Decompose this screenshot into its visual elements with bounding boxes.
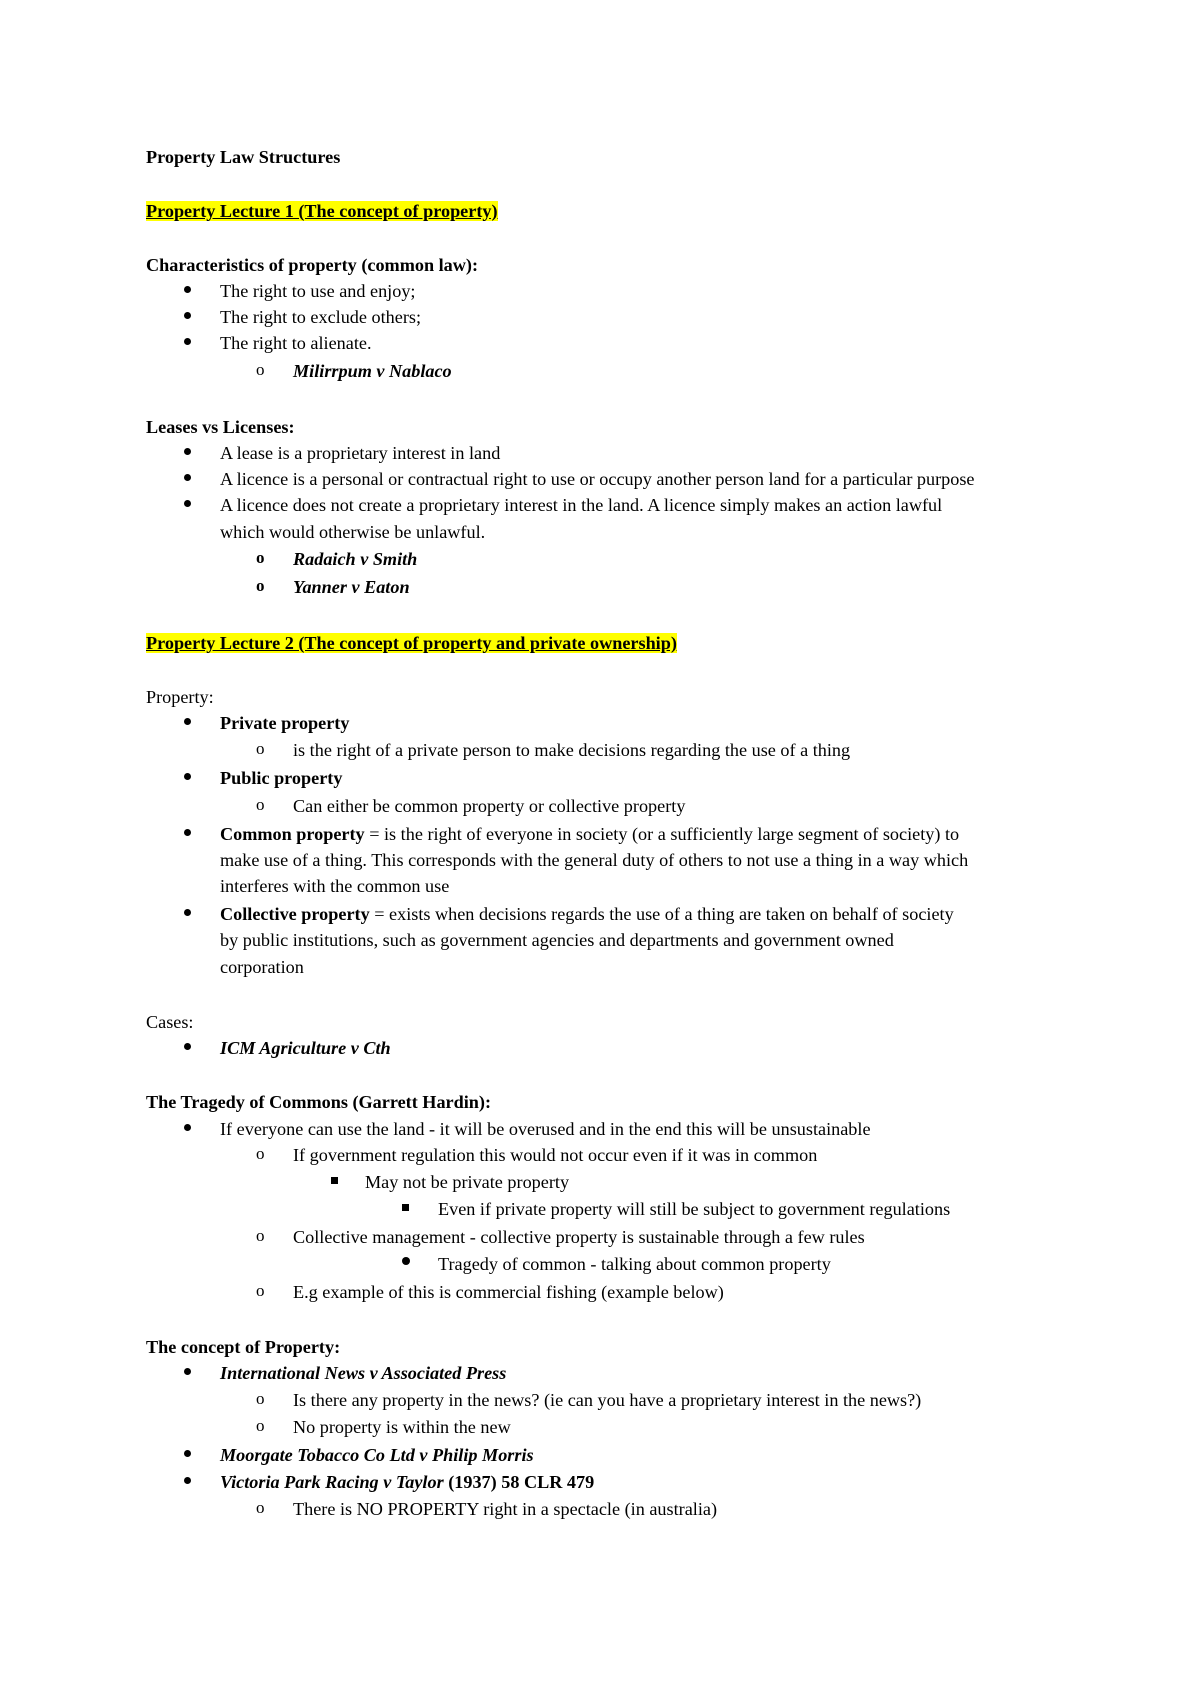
bullet-icon: [184, 286, 191, 293]
collective-property-continued: by public institutions, such as government agencies and departments and government owned: [220, 930, 894, 950]
tragedy-heading: The Tragedy of Commons (Garrett Hardin):: [146, 1092, 492, 1112]
circle-bullet-icon: o: [256, 576, 265, 595]
characteristic-item: The right to exclude others;: [220, 307, 422, 327]
common-property-label: Common property: [220, 824, 365, 844]
case-name: Victoria Park Racing v Taylor: [220, 1472, 444, 1492]
public-property-label: Public property: [220, 768, 343, 788]
characteristic-item: The right to use and enjoy;: [220, 281, 416, 301]
circle-bullet-icon: o: [256, 548, 265, 567]
case-name: Radaich v Smith: [293, 549, 418, 569]
bullet-icon: [184, 338, 191, 345]
circle-bullet-icon: o: [256, 1226, 265, 1245]
characteristic-item: The right to alienate.: [220, 333, 372, 353]
case-name: Yanner v Eaton: [293, 577, 410, 597]
bullet-icon: [184, 1043, 191, 1050]
bullet-icon: [184, 829, 191, 836]
bullet-icon: [402, 1257, 410, 1265]
bullet-icon: [184, 1368, 191, 1375]
circle-bullet-icon: o: [256, 1144, 265, 1163]
case-name: International News v Associated Press: [220, 1363, 507, 1383]
case-name: Milirrpum v Nablaco: [293, 361, 452, 381]
tragedy-sub-sub-sub-item: Even if private property will still be subject to government regulations: [438, 1199, 951, 1219]
bullet-icon: [184, 1477, 191, 1484]
collective-property-item: [220, 904, 954, 924]
bullet-icon: [184, 1124, 191, 1131]
bullet-icon: [184, 312, 191, 319]
lease-item: A licence does not create a proprietary interest in the land. A licence simply makes an action lawful: [220, 495, 943, 515]
document-title: Property Law Structures: [146, 147, 341, 167]
circle-bullet-icon: o: [256, 739, 265, 758]
common-property-text: = is the right of everyone in society (or a sufficiently large segment of society) to: [364, 824, 960, 844]
characteristics-heading: Characteristics of property (common law):: [146, 255, 479, 275]
circle-bullet-icon: o: [256, 1416, 265, 1435]
bullet-icon: [184, 773, 191, 780]
square-bullet-icon: [331, 1177, 338, 1184]
bullet-icon: [184, 909, 191, 916]
bullet-icon: [184, 500, 191, 507]
circle-bullet-icon: o: [256, 1281, 265, 1300]
tragedy-sub-item: Collective management - collective property is sustainable through a few rules: [293, 1227, 865, 1247]
circle-bullet-icon: o: [256, 360, 265, 379]
collective-property-text: = exists when decisions regards the use of a thing are taken on behalf of society: [369, 904, 954, 924]
common-property-continued: interferes with the common use: [220, 876, 450, 896]
leases-heading: Leases vs Licenses:: [146, 417, 295, 437]
tragedy-sub-sub-item: May not be private property: [365, 1172, 570, 1192]
circle-bullet-icon: o: [256, 1389, 265, 1408]
public-property-sub: Can either be common property or collective property: [293, 796, 686, 816]
case-citation: (1937) 58 CLR 479: [443, 1472, 595, 1492]
bullet-icon: [184, 718, 191, 725]
common-property-item: [220, 824, 959, 844]
case-sub-item: There is NO PROPERTY right in a spectacle (in australia): [293, 1499, 718, 1519]
case-with-citation: [220, 1472, 594, 1492]
private-property-label: Private property: [220, 713, 350, 733]
private-property-sub: is the right of a private person to make decisions regarding the use of a thing: [293, 740, 851, 760]
lecture-1-heading: Property Lecture 1 (The concept of property): [146, 201, 498, 221]
tragedy-sub-sub-item: Tragedy of common - talking about common property: [438, 1254, 831, 1274]
case-sub-item: No property is within the new: [293, 1417, 511, 1437]
lease-item: A licence is a personal or contractual right to use or occupy another person land for a particular purpose: [220, 469, 975, 489]
tragedy-sub-item: If government regulation this would not occur even if it was in common: [293, 1145, 818, 1165]
tragedy-item: If everyone can use the land - it will be overused and in the end this will be unsustainable: [220, 1119, 871, 1139]
bullet-icon: [184, 448, 191, 455]
square-bullet-icon: [402, 1204, 409, 1211]
collective-property-continued: corporation: [220, 957, 304, 977]
bullet-icon: [184, 1450, 191, 1457]
circle-bullet-icon: o: [256, 795, 265, 814]
concept-heading: The concept of Property:: [146, 1337, 341, 1357]
collective-property-label: Collective property: [220, 904, 370, 924]
case-name: Moorgate Tobacco Co Ltd v Philip Morris: [220, 1445, 534, 1465]
bullet-icon: [184, 474, 191, 481]
lease-item: A lease is a proprietary interest in land: [220, 443, 501, 463]
tragedy-sub-item: E.g example of this is commercial fishing (example below): [293, 1282, 724, 1302]
common-property-continued: make use of a thing. This corresponds with the general duty of others to not use a thing in a way which: [220, 850, 969, 870]
lease-item-continued: which would otherwise be unlawful.: [220, 522, 486, 542]
cases-label: Cases:: [146, 1012, 194, 1032]
property-label: Property:: [146, 687, 214, 707]
case-sub-item: Is there any property in the news? (ie can you have a proprietary interest in the news?): [293, 1390, 922, 1410]
circle-bullet-icon: o: [256, 1498, 265, 1517]
case-name: ICM Agriculture v Cth: [220, 1038, 391, 1058]
lecture-2-heading: Property Lecture 2 (The concept of property and private ownership): [146, 633, 677, 653]
